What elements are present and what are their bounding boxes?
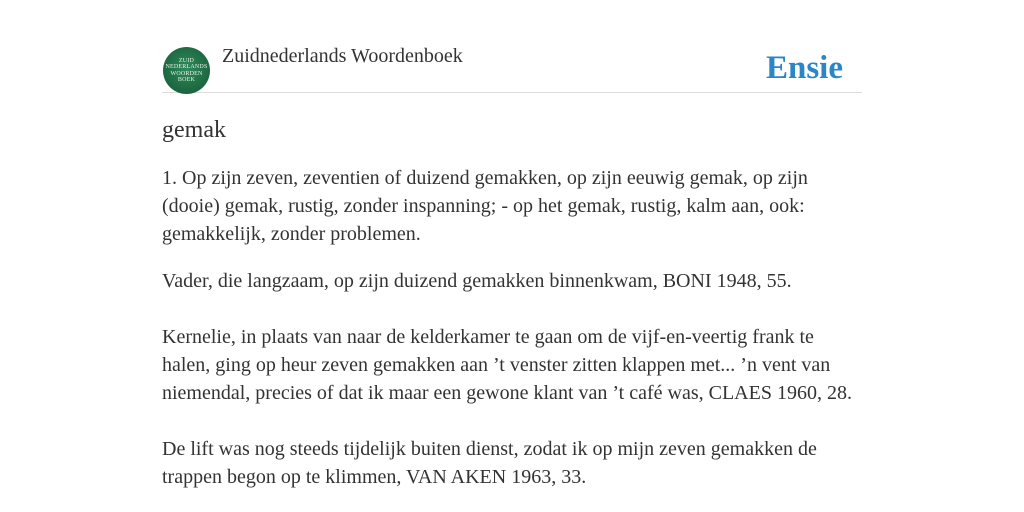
example-quote: Vader, die langzaam, op zijn duizend gemakken binnenkwam, BONI 1948, 55. bbox=[162, 270, 792, 292]
site-logo[interactable] bbox=[163, 47, 210, 94]
page-container bbox=[162, 0, 862, 512]
site-header bbox=[162, 0, 862, 93]
ensie-brand-link[interactable]: Ensie bbox=[765, 50, 843, 86]
logo-line: BOEK bbox=[177, 77, 196, 83]
logo-line: NEDERLANDS bbox=[165, 64, 208, 70]
entry-definition: 1. Op zijn zeven, zeventien of duizend gemakken, op zijn eeuwig gemak, op zijn (dooie) gemak, rustig, zonder inspanning; - op het gemak, rustig, kalm aan, ook: gemakkelijk, zonder problemen. bbox=[162, 167, 808, 245]
entry-headword: gemak bbox=[162, 117, 226, 143]
example-quote: De lift was nog steeds tijdelijk buiten dienst, zodat ik op mijn zeven gemakken de trappen begon op te klimmen, VAN AKEN 1963, 33. bbox=[162, 438, 817, 488]
example-quote: Kernelie, in plaats van naar de kelderkamer te gaan om de vijf-en-veertig frank te halen, ging op heur zeven gemakken aan ’t venster zitten klappen met... ’n vent van niemendal, precies of dat ik maar een gewone klant van ’t café was, CLAES 1960, 28. bbox=[162, 326, 852, 404]
logo-line: ZUID bbox=[178, 57, 195, 64]
examples-list bbox=[162, 267, 862, 491]
site-title-link[interactable]: Zuidnederlands Woordenboek bbox=[222, 45, 463, 67]
logo-line: WOORDEN bbox=[170, 70, 203, 77]
